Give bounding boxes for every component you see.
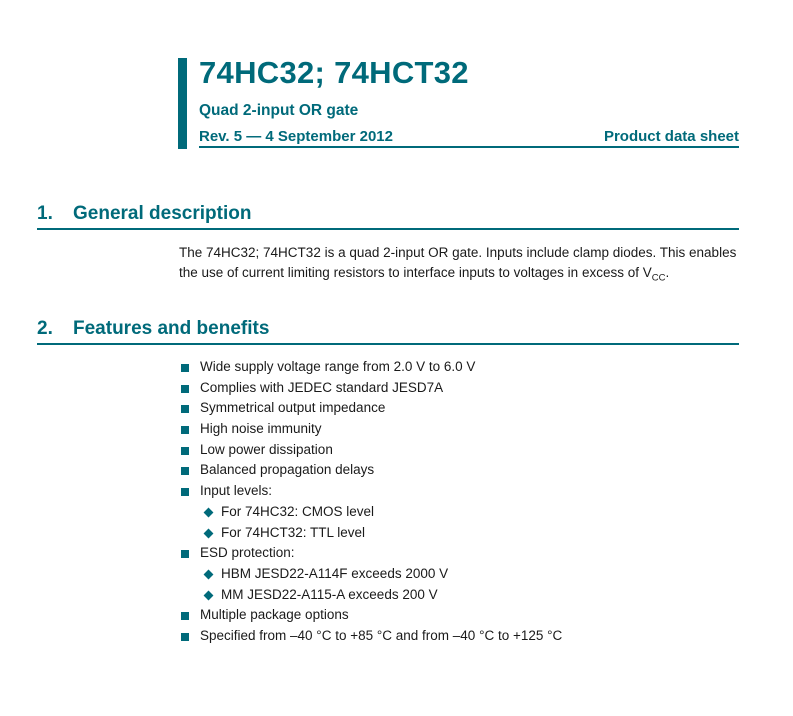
- square-bullet-icon: [181, 467, 189, 475]
- section-title: General description: [73, 203, 252, 224]
- list-item-text: Input levels:: [200, 483, 273, 499]
- revision-info: Rev. 5 — 4 September 2012: [199, 128, 393, 145]
- list-item-text: Low power dissipation: [200, 441, 333, 457]
- paragraph-end: .: [665, 265, 670, 280]
- list-item: [179, 605, 562, 626]
- square-bullet-icon: [181, 612, 189, 620]
- square-bullet-icon: [181, 488, 189, 496]
- general-description-paragraph: [179, 243, 739, 289]
- section-heading-features: [37, 318, 269, 340]
- sub-list-item: [179, 523, 562, 544]
- list-item-text: HBM JESD22-A114F exceeds 2000 V: [221, 565, 449, 581]
- list-item: [179, 481, 562, 502]
- document-subtitle: Quad 2-input OR gate: [199, 102, 359, 119]
- header-divider: [199, 146, 739, 148]
- square-bullet-icon: [181, 364, 189, 372]
- square-bullet-icon: [181, 385, 189, 393]
- list-item-text: High noise immunity: [200, 421, 322, 437]
- vcc-subscript: CC: [651, 272, 666, 284]
- list-item-text: Wide supply voltage range from 2.0 V to 6.0 V: [200, 359, 476, 374]
- square-bullet-icon: [181, 633, 189, 641]
- list-item: [179, 357, 562, 378]
- section-divider: [37, 228, 739, 230]
- square-bullet-icon: [181, 426, 189, 434]
- diamond-bullet-icon: [204, 528, 214, 538]
- square-bullet-icon: [181, 447, 189, 455]
- document-type: Product data sheet: [603, 128, 739, 145]
- section-number: 1.: [37, 203, 53, 224]
- list-item-text: Specified from –40 °C to +85 °C and from –40 °C to +125 °C: [200, 627, 563, 643]
- list-item: [179, 440, 562, 461]
- paragraph-text: The 74HC32; 74HCT32 is a quad 2-input OR gate. Inputs include clamp diodes. This enables the use of current limiting resistors to interface inputs to voltages in excess of: [179, 245, 737, 280]
- header-accent-bar: [178, 58, 187, 149]
- list-item-text: Balanced propagation delays: [200, 462, 375, 478]
- section-divider: [37, 343, 739, 345]
- sub-list-item: [179, 502, 562, 523]
- list-item-text: For 74HCT32: TTL level: [221, 524, 366, 540]
- vcc-symbol: V: [642, 265, 652, 280]
- features-list: [179, 357, 562, 647]
- square-bullet-icon: [181, 405, 189, 413]
- diamond-bullet-icon: [204, 507, 214, 517]
- list-item: [179, 543, 562, 564]
- list-item-text: Symmetrical output impedance: [200, 400, 386, 416]
- list-item-text: Multiple package options: [200, 607, 349, 623]
- list-item: [179, 460, 562, 481]
- list-item: [179, 626, 562, 647]
- sub-list-item: [179, 585, 562, 606]
- diamond-bullet-icon: [204, 590, 214, 600]
- list-item-text: Complies with JEDEC standard JESD7A: [200, 379, 444, 395]
- document-title: 74HC32; 74HCT32: [199, 55, 469, 90]
- sub-list-item: [179, 564, 562, 585]
- square-bullet-icon: [181, 550, 189, 558]
- section-title: Features and benefits: [73, 318, 270, 339]
- section-number: 2.: [37, 318, 53, 339]
- list-item: [179, 398, 562, 419]
- list-item: [179, 419, 562, 440]
- list-item-text: For 74HC32: CMOS level: [221, 503, 375, 519]
- section-heading-general-description: [37, 203, 251, 225]
- list-item-text: MM JESD22-A115-A exceeds 200 V: [221, 586, 438, 602]
- list-item: [179, 378, 562, 399]
- diamond-bullet-icon: [204, 569, 214, 579]
- list-item-text: ESD protection:: [200, 545, 295, 561]
